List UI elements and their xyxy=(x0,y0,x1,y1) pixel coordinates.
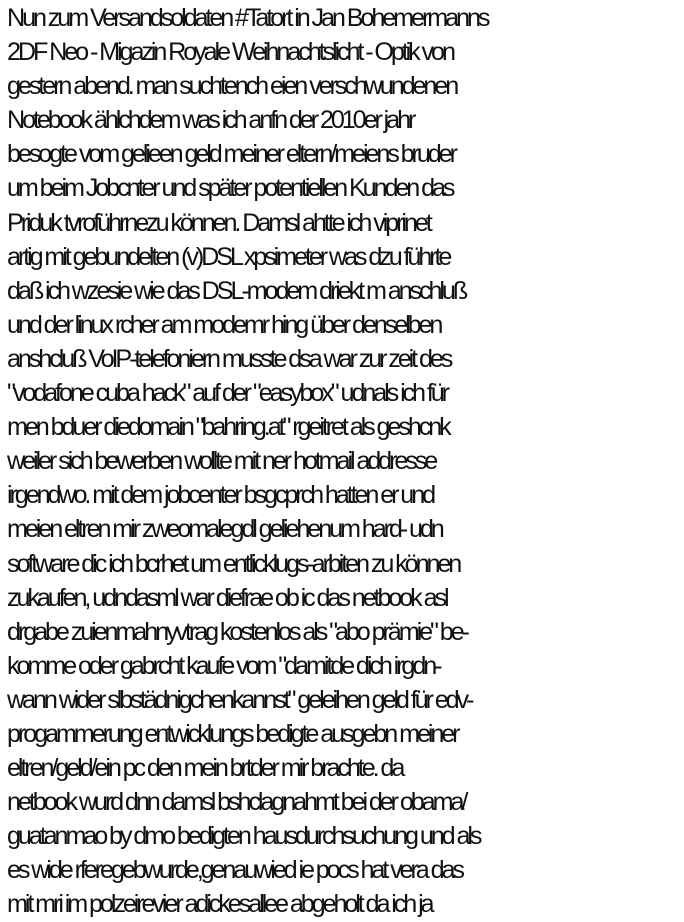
text-line-26: es wide rferegebwurde,genauwied ie pocs hat vera das xyxy=(7,856,462,885)
text-line-14: weiler sich bewerben wollte mit ner hotmail addresse xyxy=(7,447,436,476)
text-line-16: meien eltren mir zweomalegdl geliehenum hard- udn xyxy=(7,515,442,544)
text-line-2: 2DF Neo - Migazin Royale Weihnachtslicht - Optik von xyxy=(7,38,453,67)
text-line-6: um beim Jobcnter und später potentiellen Kunden das xyxy=(7,174,453,203)
text-line-1: Nun zum Versandsoldaten #Tatort in Jan Bohemermanns xyxy=(7,4,488,32)
text-line-10: und der linux rcher am modemr hing über denselben xyxy=(7,310,441,339)
text-line-9: daß ich wzesie wie das DSL-modem driekt m anschluß xyxy=(7,276,466,305)
text-line-12: "vodafone cuba hack" auf der "easybox" udnals ich für xyxy=(7,379,447,408)
text-line-13: men bduer diedomain "bahring.at" rgeitret als geshcnk xyxy=(7,413,449,442)
text-line-19: drgabe zuienmahnyvtrag kostenlos als "abo prämie" be- xyxy=(7,617,467,646)
text-line-20: komme oder gabrcht kaufe vom "damitde dich irgdn- xyxy=(7,651,440,680)
text-line-7: Priduk tvroführnezu können. Damsl ahtte ich viprinet xyxy=(7,208,430,237)
text-line-3: gestern abend. man suchtench eien verschwundenen xyxy=(7,72,457,101)
text-line-8: artig mit gebundelten (v)DSL xpsimeter was dzu führte xyxy=(7,242,450,271)
text-line-27: mit mri im polzeirevier adickesallee abgeholt da ich ja xyxy=(7,890,432,919)
text-line-22: progammerung entwicklungs bedigte ausgebn meiner xyxy=(7,719,458,748)
text-line-25: guatanmao by dmo bedigten hausdurchsuchung und als xyxy=(7,822,480,851)
text-line-4: Notebook ählchdem was ich anfn der 2010er jahr xyxy=(7,106,414,135)
text-line-11: anshcluß VoIP-telefoniern musste dsa war zur zeit des xyxy=(7,344,451,373)
text-line-15: irgendwo. mit dem jobcenter bsgcprch hatten er und xyxy=(7,481,434,510)
text-line-24: netbook wurd dnn damsl bshclagnahmt bei der obama/ xyxy=(7,788,466,817)
text-line-18: zukaufen, udndasml war diefrae ob ic das netbook asl xyxy=(7,583,447,612)
text-line-23: eltren/geld/ein pc den mein brtder mir brachte. da xyxy=(7,754,403,783)
text-line-17: software dic ich bcrhet um entlicklugs-arbiten zu können xyxy=(7,549,460,578)
text-line-5: besogte vom gelieen geld meiner eltern/meiens bruder xyxy=(7,140,455,169)
text-line-21: wann wider slbstädnigchenkannst" geleihen geld für edv- xyxy=(7,685,472,714)
